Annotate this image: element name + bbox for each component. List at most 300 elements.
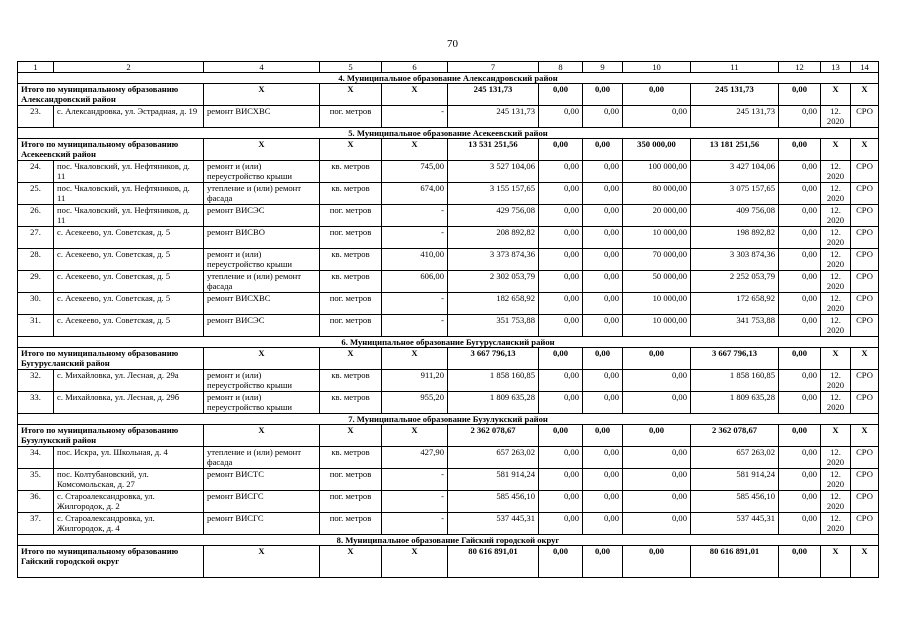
section-title: 4. Муниципальное образование Александровский район xyxy=(18,73,879,84)
total-cost-cell: 581 914,24 xyxy=(448,469,539,491)
address-cell: с. Староалександровка, ул. Жилгородок, д. 2 xyxy=(54,491,204,513)
table-row xyxy=(18,106,879,128)
column-number: 4 xyxy=(204,62,320,73)
column-number: 6 xyxy=(382,62,448,73)
owners-funds-cell: 537 445,31 xyxy=(691,513,779,535)
quantity-cell: - xyxy=(382,227,448,249)
other-funds-cell: 0,00 xyxy=(779,491,821,513)
owners-funds-cell: 657 263,02 xyxy=(691,447,779,469)
row-number: 29. xyxy=(18,271,54,293)
total-label: Итого по муниципальному образованию Бугурусланский район xyxy=(18,348,204,370)
row-number: 34. xyxy=(18,447,54,469)
fund-cell: 0,00 xyxy=(539,546,583,578)
row-number: 36. xyxy=(18,491,54,513)
section-title: 6. Муниципальное образование Бугурусланский район xyxy=(18,337,879,348)
total-cost-cell: 3 373 874,36 xyxy=(448,249,539,271)
quantity-cell: - xyxy=(382,469,448,491)
budget-cell: 0,00 xyxy=(583,392,623,414)
fund-cell: 0,00 xyxy=(539,425,583,447)
deadline-cell: X xyxy=(821,84,851,106)
section-title: 7. Муниципальное образование Бузулукский район xyxy=(18,414,879,425)
local-budget-cell: 0,00 xyxy=(623,370,691,392)
method-cell: X xyxy=(851,425,879,447)
method-cell: СРО xyxy=(851,370,879,392)
budget-cell: 0,00 xyxy=(583,271,623,293)
local-budget-cell: 0,00 xyxy=(623,469,691,491)
fund-cell: 0,00 xyxy=(539,271,583,293)
work-type-cell: утепление и (или) ремонт фасада xyxy=(204,271,320,293)
row-number: 24. xyxy=(18,161,54,183)
column-number: 12 xyxy=(779,62,821,73)
total-cost-cell: 80 616 891,01 xyxy=(448,546,539,578)
method-cell: СРО xyxy=(851,271,879,293)
method-cell: СРО xyxy=(851,447,879,469)
method-cell: СРО xyxy=(851,205,879,227)
local-budget-cell: 0,00 xyxy=(623,348,691,370)
local-budget-cell: 100 000,00 xyxy=(623,161,691,183)
other-funds-cell: 0,00 xyxy=(779,469,821,491)
deadline-cell: 12. 2020 xyxy=(821,513,851,535)
owners-funds-cell: 3 427 104,06 xyxy=(691,161,779,183)
fund-cell: 0,00 xyxy=(539,183,583,205)
owners-funds-cell: 2 252 053,79 xyxy=(691,271,779,293)
other-funds-cell: 0,00 xyxy=(779,106,821,128)
row-number: 23. xyxy=(18,106,54,128)
owners-funds-cell: 581 914,24 xyxy=(691,469,779,491)
fund-cell: 0,00 xyxy=(539,392,583,414)
unit-cell: пог. метров xyxy=(320,315,382,337)
table-row xyxy=(18,227,879,249)
quantity-cell: 955,20 xyxy=(382,392,448,414)
other-funds-cell: 0,00 xyxy=(779,183,821,205)
column-number: 8 xyxy=(539,62,583,73)
unit-cell: пог. метров xyxy=(320,205,382,227)
other-funds-cell: 0,00 xyxy=(779,392,821,414)
work-type-cell: ремонт ВИСЭС xyxy=(204,315,320,337)
table-row xyxy=(18,293,879,315)
table-row xyxy=(18,513,879,535)
owners-funds-cell: 245 131,73 xyxy=(691,84,779,106)
total-cost-cell: 429 756,08 xyxy=(448,205,539,227)
work-type-cell: X xyxy=(204,139,320,161)
total-label: Итого по муниципальному образованию Асекеевский район xyxy=(18,139,204,161)
other-funds-cell: 0,00 xyxy=(779,84,821,106)
total-cost-cell: 1 858 160,85 xyxy=(448,370,539,392)
work-type-cell: X xyxy=(204,546,320,578)
unit-cell: X xyxy=(320,425,382,447)
local-budget-cell: 10 000,00 xyxy=(623,315,691,337)
total-row xyxy=(18,425,879,447)
owners-funds-cell: 172 658,92 xyxy=(691,293,779,315)
local-budget-cell: 0,00 xyxy=(623,425,691,447)
deadline-cell: 12. 2020 xyxy=(821,161,851,183)
local-budget-cell: 0,00 xyxy=(623,106,691,128)
fund-cell: 0,00 xyxy=(539,161,583,183)
unit-cell: кв. метров xyxy=(320,447,382,469)
fund-cell: 0,00 xyxy=(539,447,583,469)
work-type-cell: ремонт и (или) переустройство крыши xyxy=(204,392,320,414)
quantity-cell: X xyxy=(382,84,448,106)
section-header-row xyxy=(18,73,879,84)
quantity-cell: 911,20 xyxy=(382,370,448,392)
total-cost-cell: 1 809 635,28 xyxy=(448,392,539,414)
method-cell: СРО xyxy=(851,249,879,271)
table-row xyxy=(18,392,879,414)
deadline-cell: X xyxy=(821,425,851,447)
fund-cell: 0,00 xyxy=(539,106,583,128)
fund-cell: 0,00 xyxy=(539,139,583,161)
quantity-cell: X xyxy=(382,348,448,370)
quantity-cell: 674,00 xyxy=(382,183,448,205)
address-cell: пос. Искра, ул. Школьная, д. 4 xyxy=(54,447,204,469)
section-header-row xyxy=(18,337,879,348)
budget-cell: 0,00 xyxy=(583,491,623,513)
unit-cell: кв. метров xyxy=(320,183,382,205)
total-label: Итого по муниципальному образованию Александровский район xyxy=(18,84,204,106)
deadline-cell: 12. 2020 xyxy=(821,183,851,205)
quantity-cell: - xyxy=(382,491,448,513)
quantity-cell: 606,00 xyxy=(382,271,448,293)
total-label: Итого по муниципальному образованию Гайский городской округ xyxy=(18,546,204,578)
budget-cell: 0,00 xyxy=(583,513,623,535)
row-number: 27. xyxy=(18,227,54,249)
quantity-cell: - xyxy=(382,513,448,535)
unit-cell: пог. метров xyxy=(320,227,382,249)
budget-cell: 0,00 xyxy=(583,469,623,491)
address-cell: пос. Колтубановский, ул. Комсомольская, д. 27 xyxy=(54,469,204,491)
local-budget-cell: 10 000,00 xyxy=(623,227,691,249)
unit-cell: кв. метров xyxy=(320,271,382,293)
owners-funds-cell: 3 075 157,65 xyxy=(691,183,779,205)
address-cell: с. Александровка, ул. Эстрадная, д. 19 xyxy=(54,106,204,128)
column-number: 13 xyxy=(821,62,851,73)
table-row xyxy=(18,491,879,513)
column-number: 9 xyxy=(583,62,623,73)
unit-cell: кв. метров xyxy=(320,392,382,414)
table-row xyxy=(18,183,879,205)
budget-cell: 0,00 xyxy=(583,425,623,447)
work-type-cell: утепление и (или) ремонт фасада xyxy=(204,183,320,205)
deadline-cell: 12. 2020 xyxy=(821,392,851,414)
row-number: 35. xyxy=(18,469,54,491)
total-cost-cell: 3 527 104,06 xyxy=(448,161,539,183)
budget-cell: 0,00 xyxy=(583,348,623,370)
deadline-cell: X xyxy=(821,348,851,370)
column-number: 14 xyxy=(851,62,879,73)
method-cell: X xyxy=(851,546,879,578)
owners-funds-cell: 2 362 078,67 xyxy=(691,425,779,447)
other-funds-cell: 0,00 xyxy=(779,513,821,535)
other-funds-cell: 0,00 xyxy=(779,348,821,370)
total-label: Итого по муниципальному образованию Бузулукский район xyxy=(18,425,204,447)
unit-cell: пог. метров xyxy=(320,293,382,315)
quantity-cell: - xyxy=(382,205,448,227)
unit-cell: X xyxy=(320,84,382,106)
section-title: 5. Муниципальное образование Асекеевский район xyxy=(18,128,879,139)
work-type-cell: X xyxy=(204,425,320,447)
page-number: 70 xyxy=(447,38,458,50)
deadline-cell: 12. 2020 xyxy=(821,447,851,469)
total-cost-cell: 208 892,82 xyxy=(448,227,539,249)
total-cost-cell: 2 362 078,67 xyxy=(448,425,539,447)
address-cell: с. Асекеево, ул. Советская, д. 5 xyxy=(54,315,204,337)
column-number: 10 xyxy=(623,62,691,73)
method-cell: СРО xyxy=(851,106,879,128)
row-number: 26. xyxy=(18,205,54,227)
method-cell: X xyxy=(851,348,879,370)
budget-cell: 0,00 xyxy=(583,546,623,578)
unit-cell: X xyxy=(320,546,382,578)
section-title: 8. Муниципальное образование Гайский городской округ xyxy=(18,535,879,546)
method-cell: СРО xyxy=(851,315,879,337)
work-type-cell: ремонт и (или) переустройство крыши xyxy=(204,370,320,392)
budget-cell: 0,00 xyxy=(583,370,623,392)
row-number: 37. xyxy=(18,513,54,535)
column-number: 2 xyxy=(54,62,204,73)
other-funds-cell: 0,00 xyxy=(779,227,821,249)
address-cell: с. Асекеево, ул. Советская, д. 5 xyxy=(54,271,204,293)
owners-funds-cell: 1 809 635,28 xyxy=(691,392,779,414)
other-funds-cell: 0,00 xyxy=(779,447,821,469)
table-row xyxy=(18,469,879,491)
budget-cell: 0,00 xyxy=(583,139,623,161)
total-cost-cell: 245 131,73 xyxy=(448,106,539,128)
row-number: 33. xyxy=(18,392,54,414)
work-type-cell: ремонт и (или) переустройство крыши xyxy=(204,161,320,183)
other-funds-cell: 0,00 xyxy=(779,249,821,271)
method-cell: СРО xyxy=(851,183,879,205)
unit-cell: пог. метров xyxy=(320,469,382,491)
table-row xyxy=(18,370,879,392)
fund-cell: 0,00 xyxy=(539,491,583,513)
fund-cell: 0,00 xyxy=(539,249,583,271)
row-number: 25. xyxy=(18,183,54,205)
method-cell: СРО xyxy=(851,513,879,535)
address-cell: пос. Чкаловский, ул. Нефтяников, д. 11 xyxy=(54,205,204,227)
local-budget-cell: 0,00 xyxy=(623,491,691,513)
unit-cell: пог. метров xyxy=(320,513,382,535)
address-cell: с. Асекеево, ул. Советская, д. 5 xyxy=(54,249,204,271)
work-type-cell: утепление и (или) ремонт фасада xyxy=(204,447,320,469)
budget-cell: 0,00 xyxy=(583,84,623,106)
method-cell: X xyxy=(851,84,879,106)
work-type-cell: X xyxy=(204,348,320,370)
address-cell: с. Асекеево, ул. Советская, д. 5 xyxy=(54,227,204,249)
other-funds-cell: 0,00 xyxy=(779,315,821,337)
row-number: 28. xyxy=(18,249,54,271)
total-row xyxy=(18,84,879,106)
other-funds-cell: 0,00 xyxy=(779,370,821,392)
unit-cell: X xyxy=(320,348,382,370)
deadline-cell: 12. 2020 xyxy=(821,249,851,271)
owners-funds-cell: 585 456,10 xyxy=(691,491,779,513)
budget-cell: 0,00 xyxy=(583,205,623,227)
work-type-cell: ремонт ВИСХВС xyxy=(204,106,320,128)
row-number: 30. xyxy=(18,293,54,315)
deadline-cell: 12. 2020 xyxy=(821,227,851,249)
work-type-cell: X xyxy=(204,84,320,106)
other-funds-cell: 0,00 xyxy=(779,546,821,578)
other-funds-cell: 0,00 xyxy=(779,293,821,315)
section-header-row xyxy=(18,128,879,139)
deadline-cell: 12. 2020 xyxy=(821,293,851,315)
quantity-cell: X xyxy=(382,546,448,578)
owners-funds-cell: 341 753,88 xyxy=(691,315,779,337)
row-number: 32. xyxy=(18,370,54,392)
deadline-cell: X xyxy=(821,139,851,161)
total-row xyxy=(18,139,879,161)
other-funds-cell: 0,00 xyxy=(779,205,821,227)
local-budget-cell: 70 000,00 xyxy=(623,249,691,271)
budget-cell: 0,00 xyxy=(583,249,623,271)
total-row xyxy=(18,546,879,578)
total-cost-cell: 245 131,73 xyxy=(448,84,539,106)
owners-funds-cell: 245 131,73 xyxy=(691,106,779,128)
work-type-cell: ремонт ВИСВО xyxy=(204,227,320,249)
total-cost-cell: 3 155 157,65 xyxy=(448,183,539,205)
owners-funds-cell: 409 756,08 xyxy=(691,205,779,227)
fund-cell: 0,00 xyxy=(539,469,583,491)
total-cost-cell: 182 658,92 xyxy=(448,293,539,315)
column-number: 1 xyxy=(18,62,54,73)
other-funds-cell: 0,00 xyxy=(779,425,821,447)
deadline-cell: 12. 2020 xyxy=(821,491,851,513)
address-cell: с. Староалександровка, ул. Жилгородок, д. 4 xyxy=(54,513,204,535)
column-number: 11 xyxy=(691,62,779,73)
column-number: 5 xyxy=(320,62,382,73)
total-cost-cell: 3 667 796,13 xyxy=(448,348,539,370)
budget-cell: 0,00 xyxy=(583,161,623,183)
other-funds-cell: 0,00 xyxy=(779,271,821,293)
method-cell: СРО xyxy=(851,491,879,513)
deadline-cell: 12. 2020 xyxy=(821,205,851,227)
unit-cell: кв. метров xyxy=(320,249,382,271)
fund-cell: 0,00 xyxy=(539,513,583,535)
fund-cell: 0,00 xyxy=(539,315,583,337)
address-cell: пос. Чкаловский, ул. Нефтяников, д. 11 xyxy=(54,183,204,205)
total-cost-cell: 13 531 251,56 xyxy=(448,139,539,161)
quantity-cell: - xyxy=(382,315,448,337)
row-number: 31. xyxy=(18,315,54,337)
unit-cell: пог. метров xyxy=(320,106,382,128)
unit-cell: пог. метров xyxy=(320,491,382,513)
owners-funds-cell: 1 858 160,85 xyxy=(691,370,779,392)
deadline-cell: 12. 2020 xyxy=(821,106,851,128)
total-cost-cell: 585 456,10 xyxy=(448,491,539,513)
budget-cell: 0,00 xyxy=(583,183,623,205)
total-cost-cell: 351 753,88 xyxy=(448,315,539,337)
local-budget-cell: 350 000,00 xyxy=(623,139,691,161)
method-cell: СРО xyxy=(851,392,879,414)
column-number: 7 xyxy=(448,62,539,73)
quantity-cell: 745,00 xyxy=(382,161,448,183)
column-number-row xyxy=(18,62,879,73)
total-cost-cell: 2 302 053,79 xyxy=(448,271,539,293)
fund-cell: 0,00 xyxy=(539,370,583,392)
table-row xyxy=(18,249,879,271)
quantity-cell: - xyxy=(382,106,448,128)
budget-cell: 0,00 xyxy=(583,447,623,469)
work-type-cell: ремонт и (или) переустройство крыши xyxy=(204,249,320,271)
method-cell: СРО xyxy=(851,469,879,491)
deadline-cell: 12. 2020 xyxy=(821,271,851,293)
unit-cell: кв. метров xyxy=(320,370,382,392)
local-budget-cell: 0,00 xyxy=(623,447,691,469)
deadline-cell: 12. 2020 xyxy=(821,315,851,337)
deadline-cell: X xyxy=(821,546,851,578)
fund-cell: 0,00 xyxy=(539,348,583,370)
total-row xyxy=(18,348,879,370)
section-header-row xyxy=(18,535,879,546)
total-cost-cell: 657 263,02 xyxy=(448,447,539,469)
total-cost-cell: 537 445,31 xyxy=(448,513,539,535)
owners-funds-cell: 13 181 251,56 xyxy=(691,139,779,161)
deadline-cell: 12. 2020 xyxy=(821,469,851,491)
unit-cell: X xyxy=(320,139,382,161)
local-budget-cell: 10 000,00 xyxy=(623,293,691,315)
table-row xyxy=(18,447,879,469)
deadline-cell: 12. 2020 xyxy=(821,370,851,392)
capital-repair-table xyxy=(17,61,879,578)
other-funds-cell: 0,00 xyxy=(779,139,821,161)
fund-cell: 0,00 xyxy=(539,227,583,249)
table-row xyxy=(18,205,879,227)
address-cell: с. Михайловка, ул. Лесная, д. 29б xyxy=(54,392,204,414)
local-budget-cell: 0,00 xyxy=(623,513,691,535)
table-row xyxy=(18,271,879,293)
fund-cell: 0,00 xyxy=(539,293,583,315)
work-type-cell: ремонт ВИСТС xyxy=(204,469,320,491)
quantity-cell: 427,90 xyxy=(382,447,448,469)
local-budget-cell: 80 000,00 xyxy=(623,183,691,205)
budget-cell: 0,00 xyxy=(583,315,623,337)
method-cell: СРО xyxy=(851,161,879,183)
local-budget-cell: 0,00 xyxy=(623,84,691,106)
work-type-cell: ремонт ВИСГС xyxy=(204,491,320,513)
owners-funds-cell: 198 892,82 xyxy=(691,227,779,249)
unit-cell: кв. метров xyxy=(320,161,382,183)
local-budget-cell: 0,00 xyxy=(623,546,691,578)
section-header-row xyxy=(18,414,879,425)
local-budget-cell: 50 000,00 xyxy=(623,271,691,293)
quantity-cell: X xyxy=(382,425,448,447)
owners-funds-cell: 80 616 891,01 xyxy=(691,546,779,578)
address-cell: с. Михайловка, ул. Лесная, д. 29а xyxy=(54,370,204,392)
table-row xyxy=(18,161,879,183)
method-cell: X xyxy=(851,139,879,161)
local-budget-cell: 20 000,00 xyxy=(623,205,691,227)
quantity-cell: - xyxy=(382,293,448,315)
address-cell: пос. Чкаловский, ул. Нефтяников, д. 11 xyxy=(54,161,204,183)
fund-cell: 0,00 xyxy=(539,84,583,106)
budget-cell: 0,00 xyxy=(583,293,623,315)
other-funds-cell: 0,00 xyxy=(779,161,821,183)
method-cell: СРО xyxy=(851,293,879,315)
work-type-cell: ремонт ВИСХВС xyxy=(204,293,320,315)
owners-funds-cell: 3 303 874,36 xyxy=(691,249,779,271)
address-cell: с. Асекеево, ул. Советская, д. 5 xyxy=(54,293,204,315)
fund-cell: 0,00 xyxy=(539,205,583,227)
budget-cell: 0,00 xyxy=(583,106,623,128)
quantity-cell: 410,00 xyxy=(382,249,448,271)
method-cell: СРО xyxy=(851,227,879,249)
work-type-cell: ремонт ВИСГС xyxy=(204,513,320,535)
work-type-cell: ремонт ВИСЭС xyxy=(204,205,320,227)
local-budget-cell: 0,00 xyxy=(623,392,691,414)
table-row xyxy=(18,315,879,337)
budget-cell: 0,00 xyxy=(583,227,623,249)
quantity-cell: X xyxy=(382,139,448,161)
